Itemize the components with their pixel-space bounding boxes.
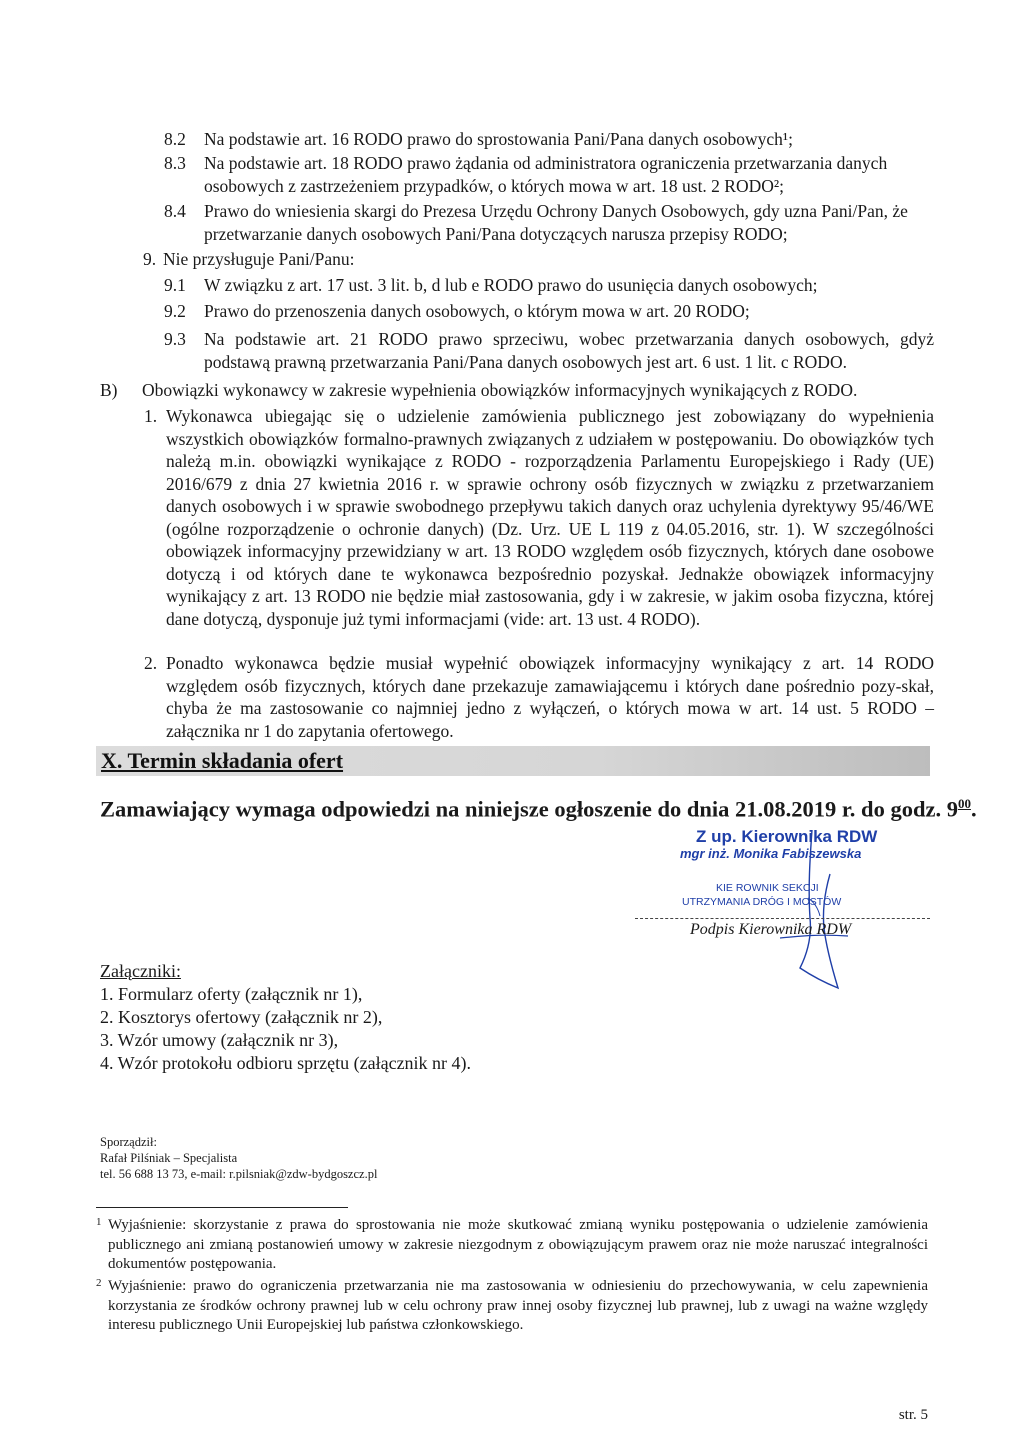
signature-line xyxy=(635,918,930,919)
deadline-minutes: 00 xyxy=(957,796,971,811)
item-text: Prawo do przenoszenia danych osobowych, o którym mowa w art. 20 RODO; xyxy=(204,301,750,321)
item-text: Na podstawie art. 16 RODO prawo do sprostowania Pani/Pana danych osobowych¹; xyxy=(204,129,793,149)
item-text: Wykonawca ubiegając się o udzielenie zamówienia publicznego jest zobowiązany do wypełnienia wszystkich obowiązków formalno-prawnych związanych z udziałem w postępowaniu. Do obowiązków tych należą m.in. obowiązki wynikające z RODO - rozporządzenia Parlamentu Europejskiego i Rady (UE) 2016/679 z dnia 27 kwietnia 2016 r. w sprawie ochrony osób fizycznych w związku z przetwarzaniem danych osobowych i w sprawie swobodnego przepływu takich danych oraz uchylenia dyrektywy 95/46/WE (ogólne rozporządzenie o ochronie danych) (Dz. Urz. UE L 119 z 04.05.2016, str. 1). W szczególności obowiązek informacyjny przewidziany w art. 13 RODO względem osób fizycznych, których dane osobowe dotyczą i od których dane te wykonawca bezpośrednio pozyskał. Jednakże obowiązek informacyjny wynikający z art. 13 RODO nie będzie miał zastosowania, gdy i w zakresie, w jakim osoba fizyczna, której dane dotyczą, dysponuje już tymi informacjami (vide: art. 13 ust. 4 RODO). xyxy=(166,406,934,629)
item-number: 1. xyxy=(144,406,158,426)
item-text: Nie przysługuje Pani/Panu: xyxy=(163,249,355,269)
prepared-by-name: Rafał Pilśniak – Specjalista xyxy=(100,1151,238,1165)
prepared-by-contact: tel. 56 688 13 73, e-mail: r.pilsniak@zdw-bydgoszcz.pl xyxy=(100,1167,378,1181)
handwritten-signature xyxy=(760,828,870,998)
stamp-department: UTRZYMANIA DRÓG I MOSTÓW xyxy=(682,896,842,908)
item-8-2 xyxy=(164,128,934,151)
item-9-3 xyxy=(164,328,934,373)
footnote-text: Wyjaśnienie: skorzystanie z prawa do sprostowania nie może skutkować zmianą wyniku postępowania o udzielenie zamówienia publicznego ani zmianą postanowień umowy w zakresie niezgodnym z obowiązującym prawem oraz nie może naruszać integralności dokumentów postępowania. xyxy=(108,1217,928,1272)
prepared-by-label: Sporządził: xyxy=(100,1135,157,1149)
item-text: Na podstawie art. 21 RODO prawo sprzeciwu, wobec przetwarzania danych osobowych, gdyż podstawą prawną przetwarzania Pani/Pana danych osobowych jest art. 6 ust. 1 lit. c RODO. xyxy=(204,329,934,372)
stamp-position: KIE ROWNIK SEKCJI xyxy=(716,882,819,894)
stamp-name: mgr inż. Monika Fabiszewska xyxy=(680,846,862,861)
deadline-end: . xyxy=(970,796,977,822)
item-8-4 xyxy=(164,200,934,245)
item-9-1 xyxy=(164,274,934,297)
footnote-mark: 2 xyxy=(96,1277,102,1289)
item-9-2 xyxy=(164,300,934,323)
section-b xyxy=(100,379,934,402)
item-number: 8.3 xyxy=(164,153,186,173)
page-number: str. 5 xyxy=(898,1407,928,1423)
item-text: Obowiązki wykonawcy w zakresie wypełnienia obowiązków informacyjnych wynikających z RODO. xyxy=(142,380,858,400)
item-number: 9.3 xyxy=(164,329,186,349)
attachments-heading: Załączniki: xyxy=(100,961,181,981)
item-number: 9. xyxy=(143,249,157,269)
item-number: 8.4 xyxy=(164,201,186,221)
footnote-separator xyxy=(96,1207,348,1208)
item-number: 2. xyxy=(144,653,158,673)
deadline-text: Zamawiający wymaga odpowiedzi na niniejsze ogłoszenie do dnia 21.08.2019 r. do godz. 9 xyxy=(100,796,958,822)
item-9 xyxy=(143,248,933,271)
footnote-text: Wyjaśnienie: prawo do ograniczenia przetwarzania nie ma zastosowania w odniesieniu do przechowywania, w celu zapewnienia korzystania ze środków ochrony prawnej lub w celu ochrony praw innej osoby fizycznej lub prawnej, lub z uwagi na ważne względy interesu publicznego Unii Europejskiej lub państwa członkowskiego. xyxy=(108,1278,928,1333)
attachment-item: 3. Wzór umowy (załącznik nr 3), xyxy=(100,1030,339,1050)
footnote-1 xyxy=(96,1216,928,1275)
attachment-item: 1. Formularz oferty (załącznik nr 1), xyxy=(100,984,363,1004)
item-text: Na podstawie art. 18 RODO prawo żądania od administratora ograniczenia przetwarzania danych osobowych z zastrzeżeniem przypadków, o których mowa w art. 18 ust. 2 RODO²; xyxy=(204,153,888,196)
attachment-item: 4. Wzór protokołu odbioru sprzętu (załącznik nr 4). xyxy=(100,1053,472,1073)
item-b-1 xyxy=(144,405,934,630)
item-8-3 xyxy=(164,152,934,197)
item-number: 9.1 xyxy=(164,275,186,295)
stamp-authority: Z up. Kierownika RDW xyxy=(696,827,878,846)
signature-caption: Podpis Kierownika RDW xyxy=(690,921,852,938)
item-number: 8.2 xyxy=(164,129,186,149)
attachment-item: 2. Kosztorys ofertowy (załącznik nr 2), xyxy=(100,1007,383,1027)
footnote-2 xyxy=(96,1277,928,1336)
item-number: B) xyxy=(100,380,118,400)
item-text: W związku z art. 17 ust. 3 lit. b, d lub e RODO prawo do usunięcia danych osobowych; xyxy=(204,275,818,295)
item-b-2 xyxy=(144,652,934,742)
section-title: X. Termin składania ofert xyxy=(101,748,344,773)
item-text: Ponadto wykonawca będzie musiał wypełnić obowiązek informacyjny wynikający z art. 14 RODO względem osób fizycznych, których dane przekazuje zamawiającemu i których dane pośrednio pozy-skał, chyba że ma zastosowanie co najmniej jedno z wyłączeń, o których mowa w art. 14 ust. 5 RODO – załącznika nr 1 do zapytania ofertowego. xyxy=(166,653,934,741)
item-text: Prawo do wniesienia skargi do Prezesa Urzędu Ochrony Danych Osobowych, gdy uzna Pani/Pan, że przetwarzanie danych osobowych Pani/Pana dotyczących narusza przepisy RODO; xyxy=(204,201,908,244)
deadline-statement xyxy=(100,796,977,823)
item-number: 9.2 xyxy=(164,301,186,321)
footnote-mark: 1 xyxy=(96,1216,102,1228)
